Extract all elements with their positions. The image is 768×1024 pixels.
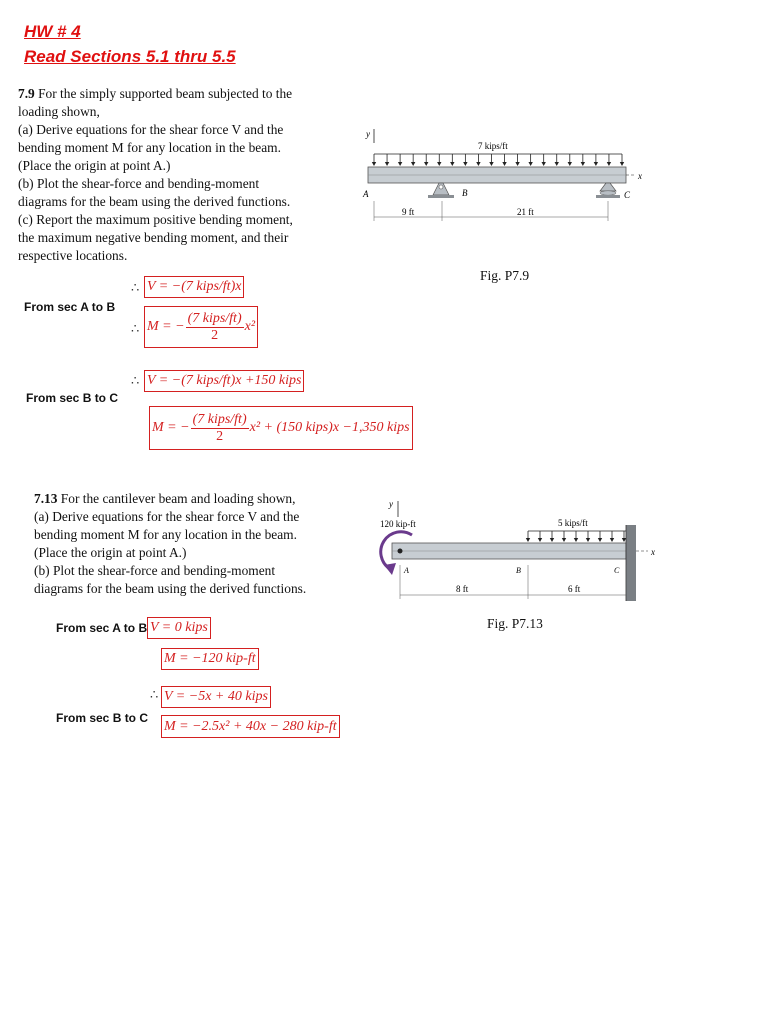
problem-number: 7.9 (18, 86, 35, 101)
text-line: the maximum negative bending moment, and their (18, 230, 289, 245)
load-arrow (526, 531, 530, 542)
distributed-load-label: 7 kips/ft (478, 141, 508, 151)
point-b-label: B (516, 566, 521, 575)
moment-equation-ab-7-13: M = −120 kip-ft (161, 648, 259, 670)
axis-x-label: x (651, 547, 655, 557)
shear-equation-ab-7-9: V = −(7 kips/ft)x (144, 276, 244, 298)
denominator: 2 (211, 327, 219, 343)
dimension-9ft: 9 ft (402, 207, 415, 217)
load-arrow (622, 531, 626, 542)
text-line: For the simply supported beam subjected to the (38, 86, 293, 101)
point-c-label: C (614, 566, 620, 575)
denominator: 2 (216, 428, 224, 444)
distributed-load-label: 5 kips/ft (558, 518, 588, 528)
eq-part: M = − (152, 420, 190, 435)
text-line: (a) Derive equations for the shear force V and the (18, 122, 284, 137)
section-ab-label-7-9: From sec A to B (24, 300, 116, 314)
applied-moment-label: 120 kip-ft (380, 519, 416, 529)
load-arrow (450, 154, 454, 166)
load-arrow (581, 154, 585, 166)
dimension-6ft: 6 ft (568, 584, 581, 594)
dimension-8ft: 8 ft (456, 584, 469, 594)
load-arrow (411, 154, 415, 166)
origin-point-a (398, 549, 403, 554)
axis-y-label: y (389, 499, 393, 509)
therefore-symbol: ∴ (131, 280, 140, 295)
text-line: (a) Derive equations for the shear force V and the (34, 509, 300, 524)
load-arrow (437, 154, 441, 166)
figure-p7-13-beam (372, 495, 668, 605)
load-arrow (620, 154, 624, 166)
text-line: diagrams for the beam using the derived functions. (18, 194, 291, 209)
fraction (186, 311, 244, 344)
fixed-wall-support (626, 525, 636, 601)
load-arrow (610, 531, 614, 542)
load-arrow (385, 154, 389, 166)
load-arrow (528, 154, 532, 166)
axis-y-label: y (366, 129, 370, 139)
reading-assignment: Read Sections 5.1 thru 5.5 (24, 47, 236, 66)
therefore-symbol: ∴ (131, 373, 140, 388)
therefore-symbol: ∴ (131, 321, 140, 336)
load-arrow (424, 154, 428, 166)
dimension-21ft: 21 ft (517, 207, 534, 217)
shear-equation-bc-7-13: V = −5x + 40 kips (161, 686, 271, 708)
load-arrow (607, 154, 611, 166)
moment-equation-bc-7-13: M = −2.5x² + 40x − 280 kip-ft (161, 715, 340, 738)
problem-number: 7.13 (34, 491, 58, 506)
numerator: (7 kips/ft) (187, 310, 242, 326)
load-arrow (598, 531, 602, 542)
load-arrow (594, 154, 598, 166)
text-line: bending moment M for any location in the beam. (18, 140, 281, 155)
moment-equation-ab-7-9 (144, 306, 258, 348)
shear-equation-bc-7-9: V = −(7 kips/ft)x +150 kips (144, 370, 304, 392)
shear-equation-ab-7-13: V = 0 kips (147, 617, 211, 639)
text-line: (Place the origin at point A.) (34, 545, 187, 560)
axis-x-label: x (638, 171, 642, 181)
text-line: (c) Report the maximum positive bending moment, (18, 212, 293, 227)
eq-part: x² + (150 kips)x −1,350 kips (249, 420, 410, 435)
homework-title: HW # 4 (24, 22, 81, 41)
text-line: (b) Plot the shear-force and bending-moment (34, 563, 276, 578)
section-bc-label-7-9: From sec B to C (26, 391, 119, 405)
load-arrow (538, 531, 542, 542)
figure-p7-9-beam (360, 125, 660, 225)
distributed-load-arrows (372, 154, 624, 166)
text-line: (b) Plot the shear-force and bending-moment (18, 176, 260, 191)
text-line: diagrams for the beam using the derived functions. (34, 581, 307, 596)
point-a-label: A (363, 189, 369, 199)
load-arrow (372, 154, 376, 166)
text-line: loading shown, (18, 104, 100, 119)
figure-p7-13-caption: Fig. P7.13 (487, 616, 543, 631)
section-ab-label-7-13: From sec A to B (56, 621, 148, 635)
point-c-label: C (624, 190, 631, 200)
point-b-label: B (462, 188, 468, 198)
distributed-load-arrows (526, 531, 626, 542)
therefore-symbol: ∴ (150, 687, 159, 702)
text-line: bending moment M for any location in the beam. (34, 527, 297, 542)
eq-part: x² (244, 319, 256, 334)
figure-p7-9-caption: Fig. P7.9 (480, 268, 530, 283)
text-line: respective locations. (18, 248, 128, 263)
load-arrow (502, 154, 506, 166)
load-arrow (476, 154, 480, 166)
load-arrow (562, 531, 566, 542)
pin-support-b (428, 183, 454, 198)
load-arrow (555, 154, 559, 166)
load-arrow (515, 154, 519, 166)
numerator: (7 kips/ft) (192, 411, 247, 427)
load-arrow (574, 531, 578, 542)
moment-equation-bc-7-9 (149, 406, 413, 450)
load-arrow (463, 154, 467, 166)
text-line: (Place the origin at point A.) (18, 158, 171, 173)
load-arrow (586, 531, 590, 542)
load-arrow (550, 531, 554, 542)
text-line: For the cantilever beam and loading shown, (60, 491, 296, 506)
load-arrow (568, 154, 572, 166)
point-a-label: A (404, 566, 409, 575)
section-bc-label-7-13: From sec B to C (56, 711, 149, 725)
load-arrow (489, 154, 493, 166)
load-arrow (541, 154, 545, 166)
roller-support-c (596, 183, 620, 198)
eq-part: M = − (147, 319, 185, 334)
problem-7-9-statement (18, 85, 351, 265)
load-arrow (398, 154, 402, 166)
fraction (191, 412, 249, 445)
problem-7-13-statement (34, 490, 356, 598)
